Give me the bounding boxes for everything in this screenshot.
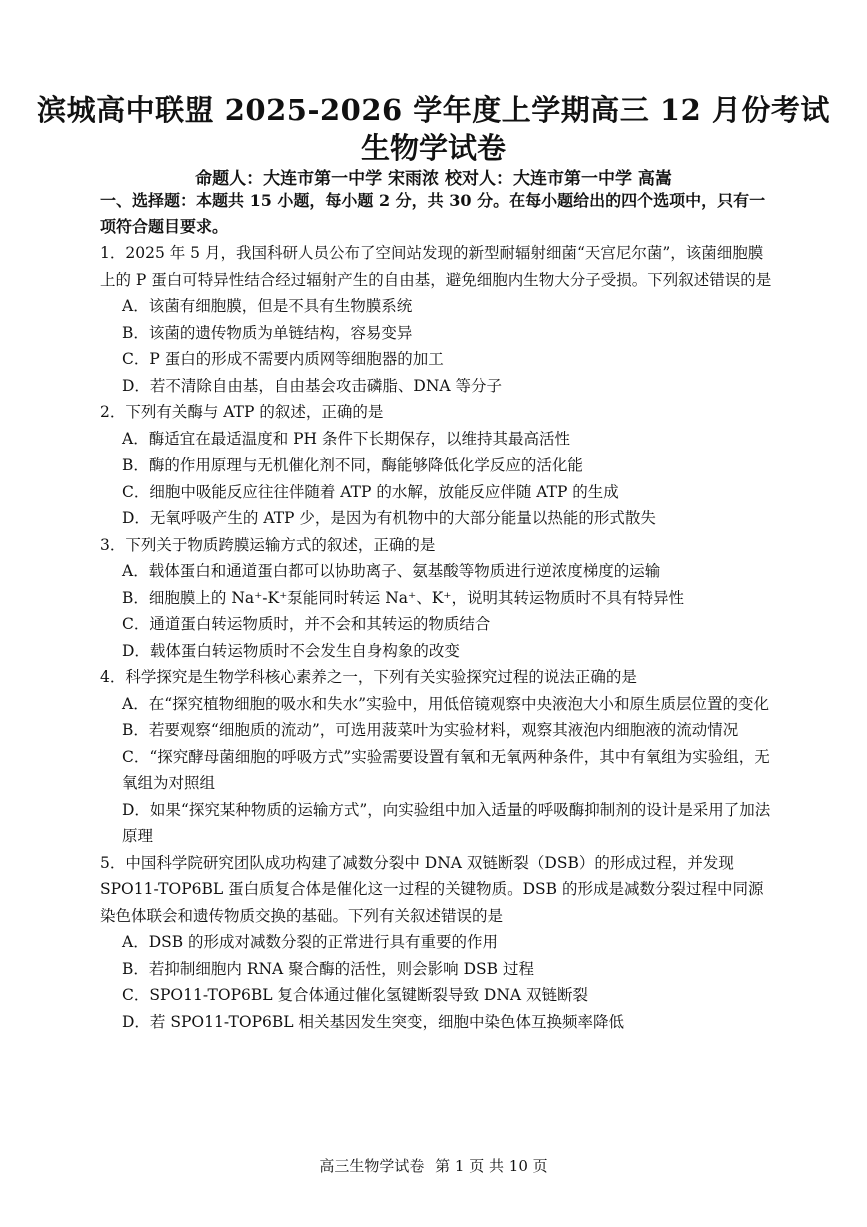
- option-d: D．如果“探究某种物质的运输方式”，向实验组中加入适量的呼吸酶抑制剂的设计是采用了加法原理: [122, 800, 771, 845]
- footer-page-number: 第 1 页 共 10 页: [435, 1157, 548, 1175]
- option-b: B．酶的作用原理与无机催化剂不同，酶能够降低化学反应的活化能: [122, 456, 583, 474]
- option-b: B．若抑制细胞内 RNA 聚合酶的活性，则会影响 DSB 过程: [122, 959, 534, 978]
- exam-authors: 命题人：大连市第一中学 宋雨浓 校对人：大连市第一中学 高嵩: [195, 169, 672, 189]
- option-d: D．载体蛋白转运物质时不会发生自身构象的改变: [122, 641, 460, 660]
- option-c: C．SPO11-TOP6BL 复合体通过催化氢键断裂导致 DNA 双链断裂: [122, 986, 589, 1004]
- option-c: C．通道蛋白转运物质时，并不会和其转运的物质结合: [122, 615, 491, 633]
- option-d: D．若 SPO11-TOP6BL 相关基因发生突变，细胞中染色体互换频率降低: [122, 1012, 624, 1031]
- question-2: [100, 399, 772, 532]
- question-3: [100, 532, 772, 665]
- question-4: [100, 664, 772, 850]
- option-d: D．若不清除自由基，自由基会攻击磷脂、DNA 等分子: [122, 376, 503, 395]
- option-c: C．细胞中吸能反应往往伴随着 ATP 的水解，放能反应伴随 ATP 的生成: [122, 482, 619, 501]
- question-1: [100, 240, 772, 399]
- option-a: A．酶适宜在最适温度和 PH 条件下长期保存，以维持其最高活性: [122, 429, 570, 448]
- exam-content: [100, 188, 772, 1035]
- exam-title-line2: 生物学试卷: [360, 131, 506, 165]
- option-b: B．该菌的遗传物质为单链结构，容易变异: [122, 323, 413, 342]
- question-stem: 1．2025 年 5 月，我国科研人员公布了空间站发现的新型耐辐射细菌“天宫尼尔菌”，该菌细胞膜上的 P 蛋白可特异性结合经过辐射产生的自由基，避免细胞内生物大分子受损。下列叙述错误的是: [100, 244, 772, 289]
- option-a: A．DSB 的形成对减数分裂的正常进行具有重要的作用: [122, 933, 499, 951]
- question-stem: 5．中国科学院研究团队成功构建了减数分裂中 DNA 双链断裂（DSB）的形成过程，并发现 SPO11-TOP6BL 蛋白质复合体是催化这一过程的关键物质。DSB 的形成是减数分裂过程中同源染色体联会和遗传物质交换的基础。下列有关叙述错误的是: [100, 853, 764, 925]
- page-footer: [0, 1155, 867, 1176]
- exam-title-line1: 滨城高中联盟 2025-2026 学年度上学期高三 12 月份考试: [37, 93, 830, 127]
- question-stem: 3．下列关于物质跨膜运输方式的叙述，正确的是: [100, 535, 436, 554]
- option-b: B．细胞膜上的 Na⁺-K⁺泵能同时转运 Na⁺、K⁺，说明其转运物质时不具有特异性: [122, 588, 684, 607]
- question-5: [100, 850, 772, 1036]
- option-a: A．载体蛋白和通道蛋白都可以协助离子、氨基酸等物质进行逆浓度梯度的运输: [122, 562, 661, 580]
- option-c: C．“探究酵母菌细胞的呼吸方式”实验需要设置有氧和无氧两种条件，其中有氧组为实验组，无氧组为对照组: [122, 747, 770, 792]
- option-a: A．在“探究植物细胞的吸水和失水”实验中，用低倍镜观察中央液泡大小和原生质层位置的变化: [122, 694, 770, 713]
- question-stem: 2．下列有关酶与 ATP 的叙述，正确的是: [100, 403, 384, 421]
- section-heading: 一、选择题：本题共 15 小题，每小题 2 分，共 30 分。在每小题给出的四个选项中，只有一项符合题目要求。: [100, 191, 766, 236]
- option-d: D．无氧呼吸产生的 ATP 少，是因为有机物中的大部分能量以热能的形式散失: [122, 509, 656, 527]
- option-a: A．该菌有细胞膜，但是不具有生物膜系统: [122, 297, 413, 315]
- option-b: B．若要观察“细胞质的流动”，可选用菠菜叶为实验材料，观察其液泡内细胞液的流动情况: [122, 721, 739, 739]
- question-stem: 4．科学探究是生物学科核心素养之一，下列有关实验探究过程的说法正确的是: [100, 668, 637, 686]
- footer-subject: 高三生物学试卷: [319, 1157, 425, 1175]
- option-c: C．P 蛋白的形成不需要内质网等细胞器的加工: [122, 350, 444, 368]
